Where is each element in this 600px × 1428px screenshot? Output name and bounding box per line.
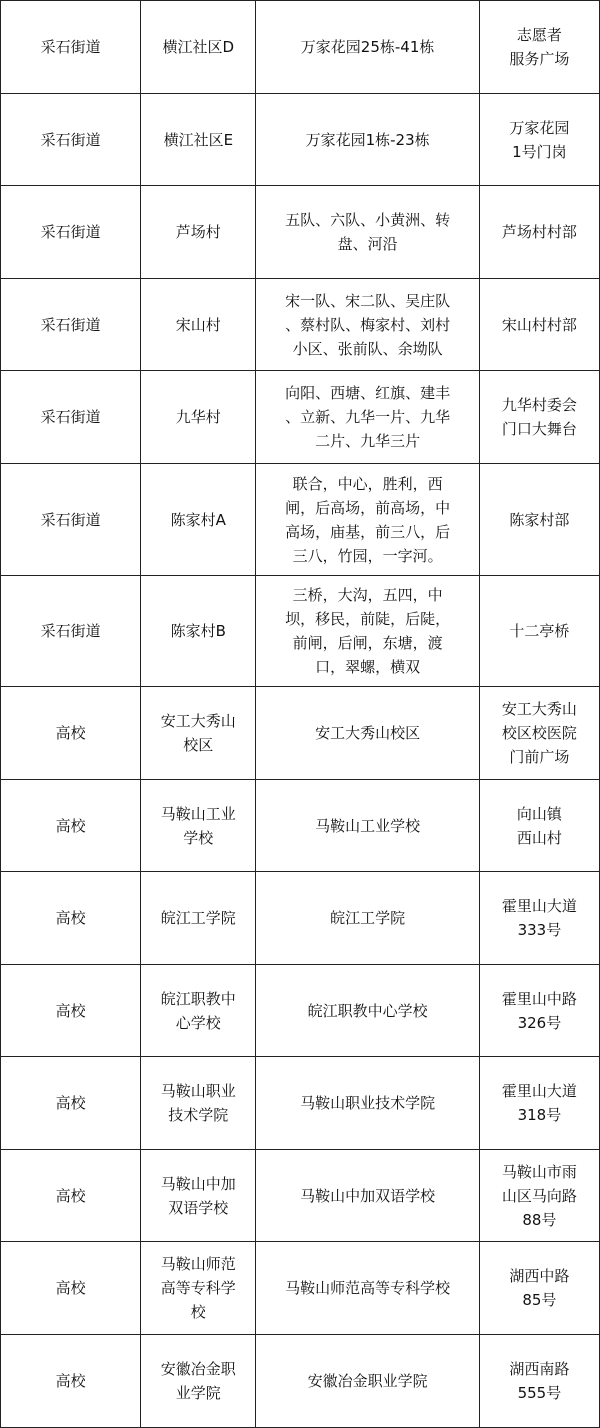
location-cell: 陈家村部 — [479, 464, 599, 576]
location-cell: 万家花园 1号门岗 — [479, 94, 599, 186]
community-cell: 芦场村 — [141, 186, 256, 279]
table-row — [1, 576, 600, 687]
location-cell: 安工大秀山 校区校医院 门前广场 — [479, 687, 599, 780]
community-cell: 马鞍山中加 双语学校 — [141, 1150, 256, 1242]
street-cell: 高校 — [1, 1057, 141, 1150]
community-cell: 陈家村B — [141, 576, 256, 687]
coverage-cell: 皖江工学院 — [256, 872, 479, 965]
table-body — [1, 1, 600, 1428]
community-cell: 横江社区D — [141, 1, 256, 94]
coverage-cell: 万家花园1栋-23栋 — [256, 94, 479, 186]
community-cell: 马鞍山工业 学校 — [141, 780, 256, 872]
street-cell: 采石街道 — [1, 1, 141, 94]
coverage-cell: 宋一队、宋二队、吴庄队 、蔡村队、梅家村、刘村 小区、张前队、余坳队 — [256, 279, 479, 371]
street-cell: 采石街道 — [1, 576, 141, 687]
location-cell: 芦场村村部 — [479, 186, 599, 279]
table-row — [1, 1057, 600, 1150]
street-cell: 高校 — [1, 1242, 141, 1335]
street-cell: 采石街道 — [1, 464, 141, 576]
table-row — [1, 371, 600, 464]
location-cell: 志愿者 服务广场 — [479, 1, 599, 94]
coverage-cell: 马鞍山师范高等专科学校 — [256, 1242, 479, 1335]
location-cell: 霍里山中路 326号 — [479, 965, 599, 1057]
street-cell: 采石街道 — [1, 279, 141, 371]
street-cell: 高校 — [1, 1150, 141, 1242]
street-cell: 高校 — [1, 780, 141, 872]
street-cell: 高校 — [1, 872, 141, 965]
location-cell: 九华村委会 门口大舞台 — [479, 371, 599, 464]
coverage-cell: 三桥，大沟，五四，中 坝，移民，前陡，后陡， 前闸，后闸，东塘，渡 口，翠螺，横双 — [256, 576, 479, 687]
community-cell: 安工大秀山 校区 — [141, 687, 256, 780]
community-cell: 皖江职教中 心学校 — [141, 965, 256, 1057]
table-row — [1, 186, 600, 279]
table-row — [1, 780, 600, 872]
coverage-cell: 安工大秀山校区 — [256, 687, 479, 780]
coverage-cell: 五队、六队、小黄洲、转 盘、河沿 — [256, 186, 479, 279]
table-row — [1, 279, 600, 371]
location-cell: 宋山村村部 — [479, 279, 599, 371]
coverage-cell: 皖江职教中心学校 — [256, 965, 479, 1057]
community-cell: 皖江工学院 — [141, 872, 256, 965]
table-row — [1, 464, 600, 576]
street-cell: 采石街道 — [1, 94, 141, 186]
table-row — [1, 94, 600, 186]
street-cell: 高校 — [1, 687, 141, 780]
street-cell: 采石街道 — [1, 371, 141, 464]
location-cell: 霍里山大道 333号 — [479, 872, 599, 965]
community-cell: 安徽冶金职 业学院 — [141, 1335, 256, 1428]
location-cell: 霍里山大道 318号 — [479, 1057, 599, 1150]
table-row — [1, 872, 600, 965]
coverage-cell: 向阳、西塘、红旗、建丰 、立新、九华一片、九华 二片、九华三片 — [256, 371, 479, 464]
location-cell: 向山镇 西山村 — [479, 780, 599, 872]
community-cell: 马鞍山师范 高等专科学 校 — [141, 1242, 256, 1335]
coverage-cell: 安徽冶金职业学院 — [256, 1335, 479, 1428]
street-cell: 采石街道 — [1, 186, 141, 279]
coverage-cell: 马鞍山职业技术学院 — [256, 1057, 479, 1150]
table-row — [1, 687, 600, 780]
location-cell: 湖西南路 555号 — [479, 1335, 599, 1428]
community-cell: 宋山村 — [141, 279, 256, 371]
table-row — [1, 1150, 600, 1242]
location-cell: 十二亭桥 — [479, 576, 599, 687]
coverage-cell: 联合，中心，胜利，西 闸，后高场，前高场，中 高场，庙基，前三八，后 三八，竹园，一字河。 — [256, 464, 479, 576]
coverage-cell: 万家花园25栋-41栋 — [256, 1, 479, 94]
street-cell: 高校 — [1, 965, 141, 1057]
community-cell: 横江社区E — [141, 94, 256, 186]
table-row — [1, 965, 600, 1057]
table-row — [1, 1242, 600, 1335]
community-cell: 九华村 — [141, 371, 256, 464]
location-cell: 马鞍山市雨 山区马向路 88号 — [479, 1150, 599, 1242]
table-row — [1, 1, 600, 94]
community-cell: 马鞍山职业 技术学院 — [141, 1057, 256, 1150]
street-cell: 高校 — [1, 1335, 141, 1428]
coverage-cell: 马鞍山中加双语学校 — [256, 1150, 479, 1242]
location-cell: 湖西中路 85号 — [479, 1242, 599, 1335]
table-row — [1, 1335, 600, 1428]
coverage-cell: 马鞍山工业学校 — [256, 780, 479, 872]
community-cell: 陈家村A — [141, 464, 256, 576]
